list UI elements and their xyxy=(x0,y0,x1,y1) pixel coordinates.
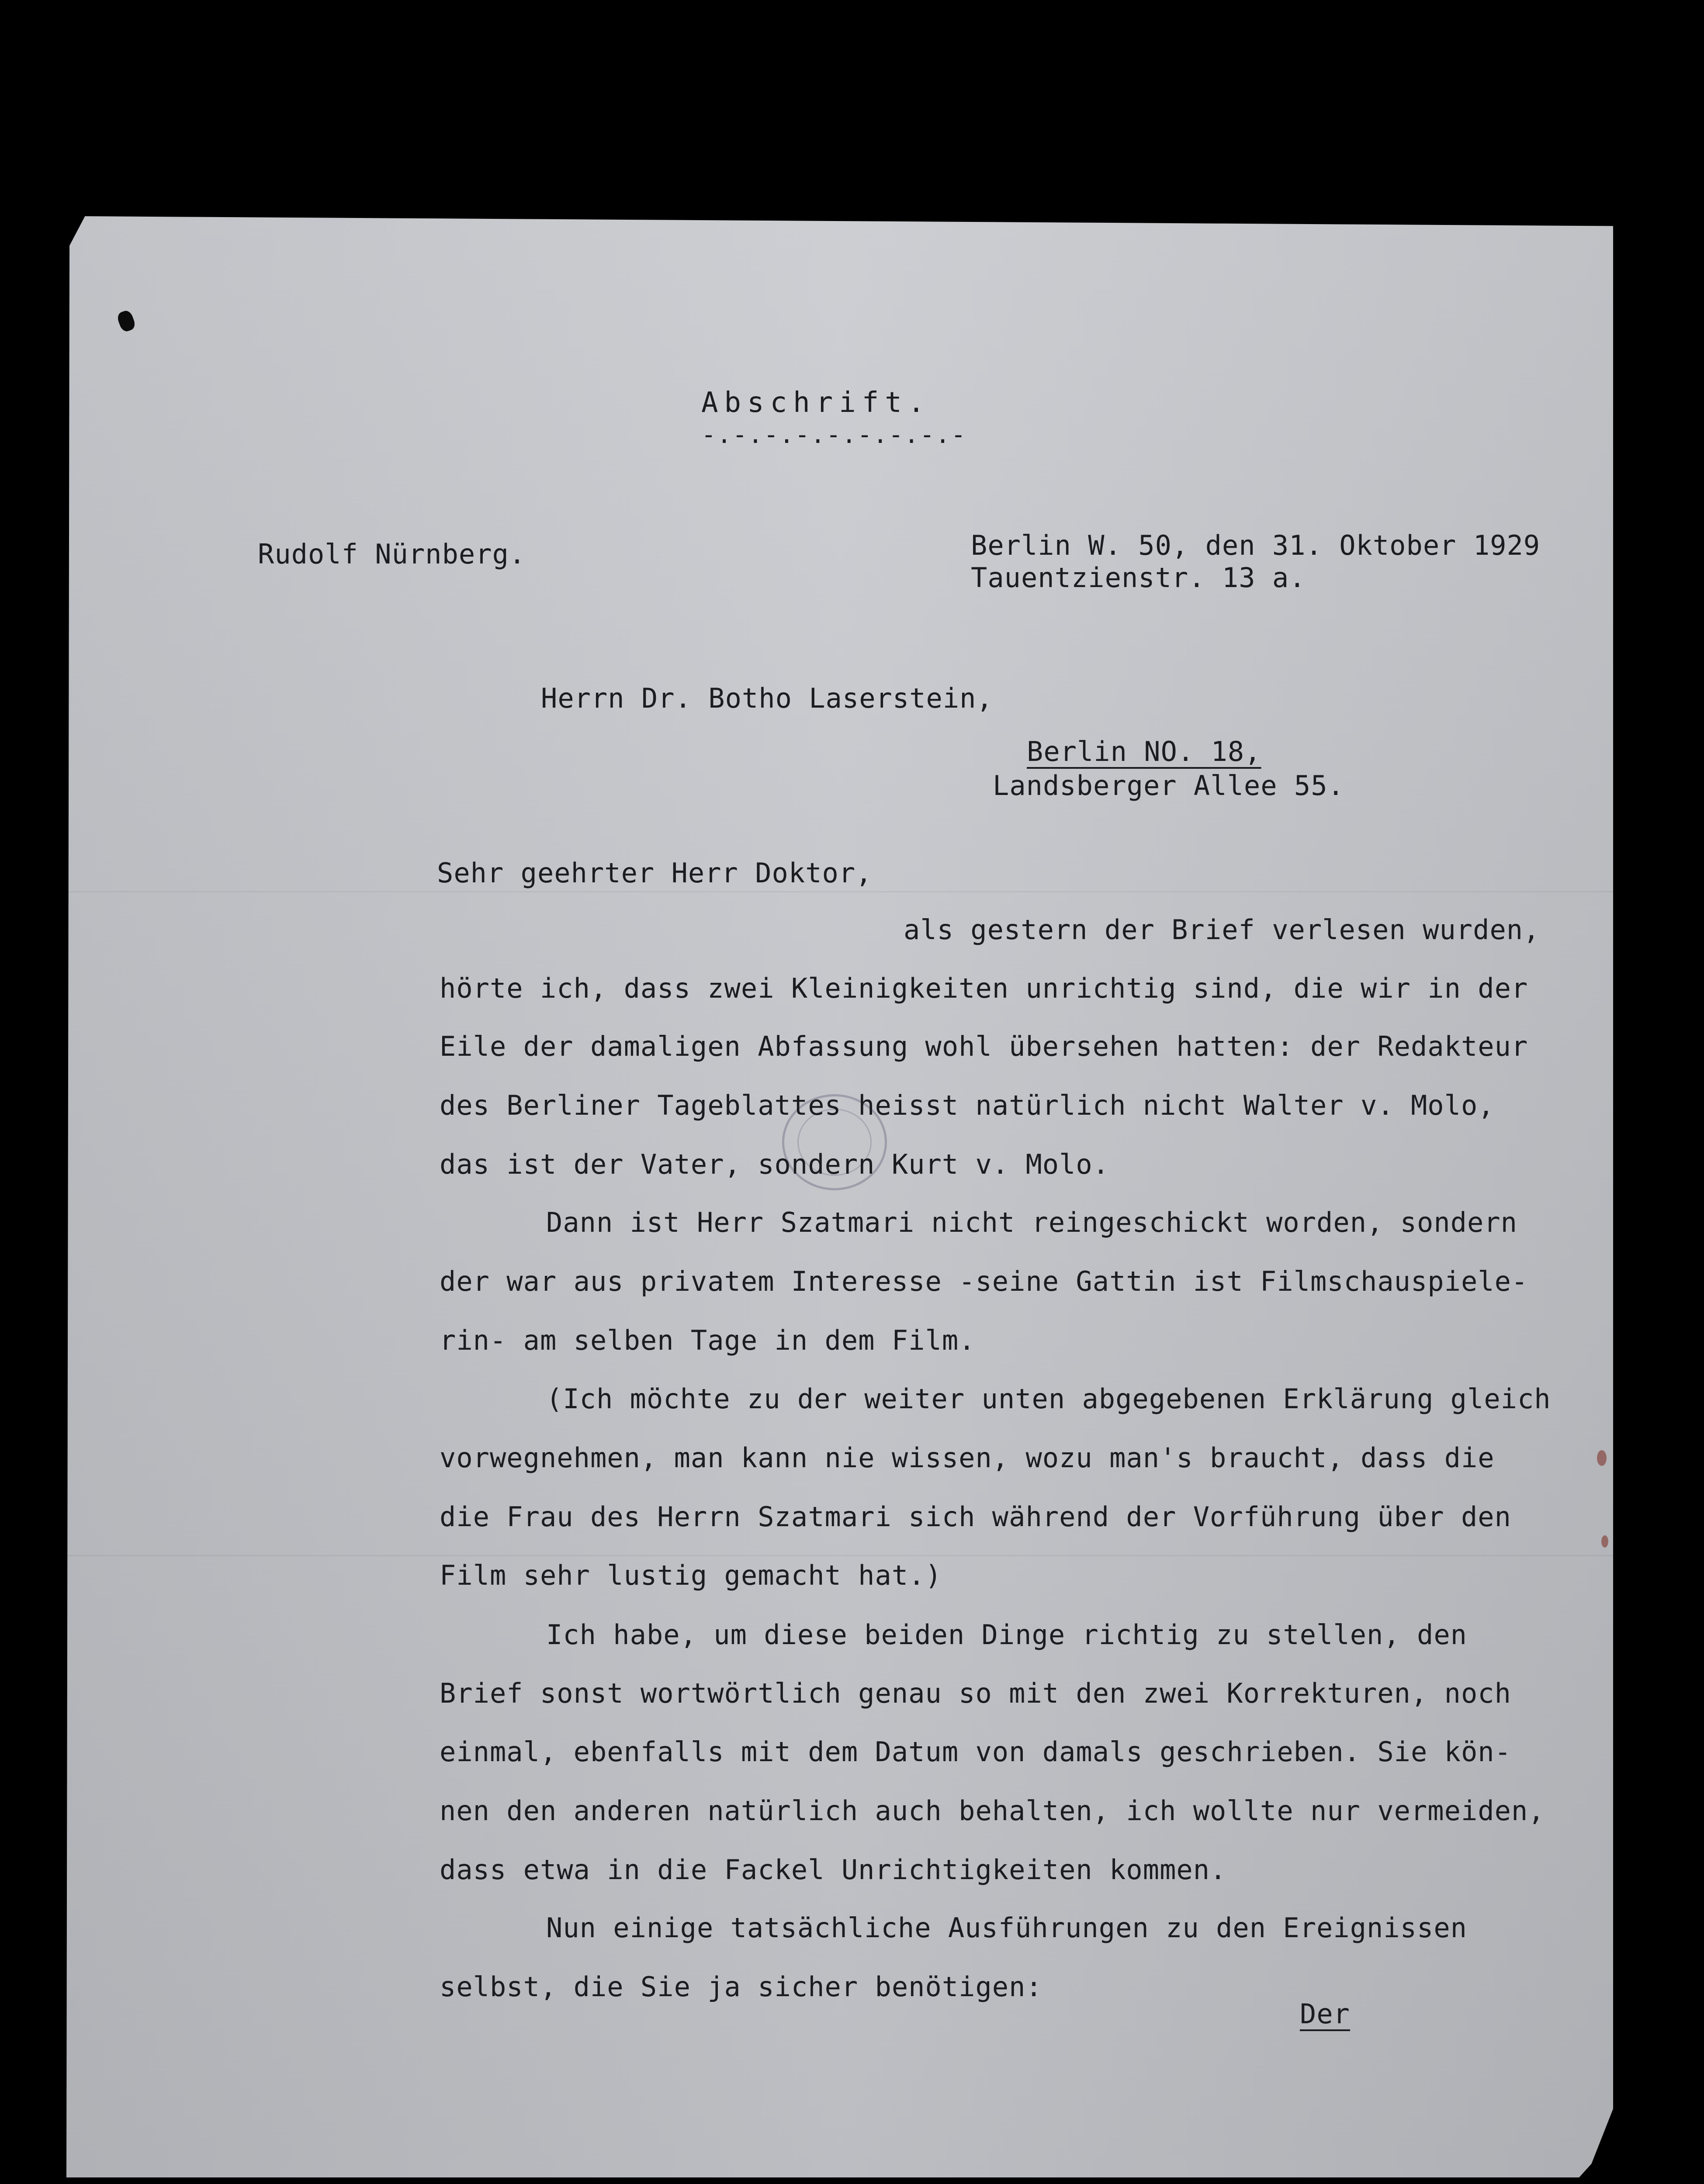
body-line: einmal, ebenfalls mit dem Datum von damals geschrieben. Sie kön- xyxy=(440,1736,1511,1768)
body-line: Brief sonst wortwörtlich genau so mit den zwei Korrekturen, noch xyxy=(440,1677,1511,1709)
recipient-street: Landsberger Allee 55. xyxy=(993,770,1344,802)
salutation: Sehr geehrter Herr Doktor, xyxy=(437,857,873,889)
dateline: Berlin W. 50, den 31. Oktober 1929 xyxy=(971,529,1541,561)
body-line: rin- am selben Tage in dem Film. xyxy=(440,1324,976,1356)
body-line: die Frau des Herrn Szatmari sich während der Vorführung über den xyxy=(440,1501,1511,1533)
body-line: Film sehr lustig gemacht hat.) xyxy=(440,1559,942,1591)
body-line: vorwegnehmen, man kann nie wissen, wozu man's braucht, dass die xyxy=(440,1442,1495,1474)
sender-name: Rudolf Nürnberg. xyxy=(258,538,526,570)
body-line: hörte ich, dass zwei Kleinigkeiten unrichtig sind, die wir in der xyxy=(440,972,1528,1004)
body-line: (Ich möchte zu der weiter unten abgegebenen Erklärung gleich xyxy=(546,1383,1551,1415)
catchword: Der xyxy=(1300,1998,1350,2030)
body-line: nen den anderen natürlich auch behalten, ich wollte nur vermeiden, xyxy=(440,1795,1545,1827)
paper-stain xyxy=(1601,1535,1608,1548)
body-line: Nun einige tatsächliche Ausführungen zu den Ereignissen xyxy=(546,1912,1467,1944)
body-line: als gestern der Brief verlesen wurden, xyxy=(904,914,1540,946)
paper-fold xyxy=(66,891,1613,892)
heading-rule: -.-.-.-.-.-.-.-.- xyxy=(701,421,967,449)
body-line: der war aus privatem Interesse -seine Gattin ist Filmschauspiele- xyxy=(440,1265,1528,1297)
recipient-name: Herrn Dr. Botho Laserstein, xyxy=(541,682,993,714)
document-heading: Abschrift. xyxy=(701,387,931,419)
body-line: selbst, die Sie ja sicher benötigen: xyxy=(440,1971,1042,2003)
body-line: dass etwa in die Fackel Unrichtigkeiten kommen. xyxy=(440,1854,1227,1886)
body-line: Eile der damaligen Abfassung wohl übersehen hatten: der Redakteur xyxy=(440,1030,1528,1062)
sender-street: Tauentzienstr. 13 a. xyxy=(971,562,1306,594)
recipient-city: Berlin NO. 18, xyxy=(1027,736,1261,767)
paper-fold xyxy=(66,1555,1613,1556)
body-line: des Berliner Tageblattes heisst natürlich nicht Walter v. Molo, xyxy=(440,1089,1495,1121)
body-line: das ist der Vater, sondern Kurt v. Molo. xyxy=(440,1148,1110,1180)
body-line: Dann ist Herr Szatmari nicht reingeschickt worden, sondern xyxy=(546,1206,1517,1238)
body-line: Ich habe, um diese beiden Dinge richtig zu stellen, den xyxy=(546,1619,1467,1651)
paper-stain xyxy=(1597,1450,1607,1466)
